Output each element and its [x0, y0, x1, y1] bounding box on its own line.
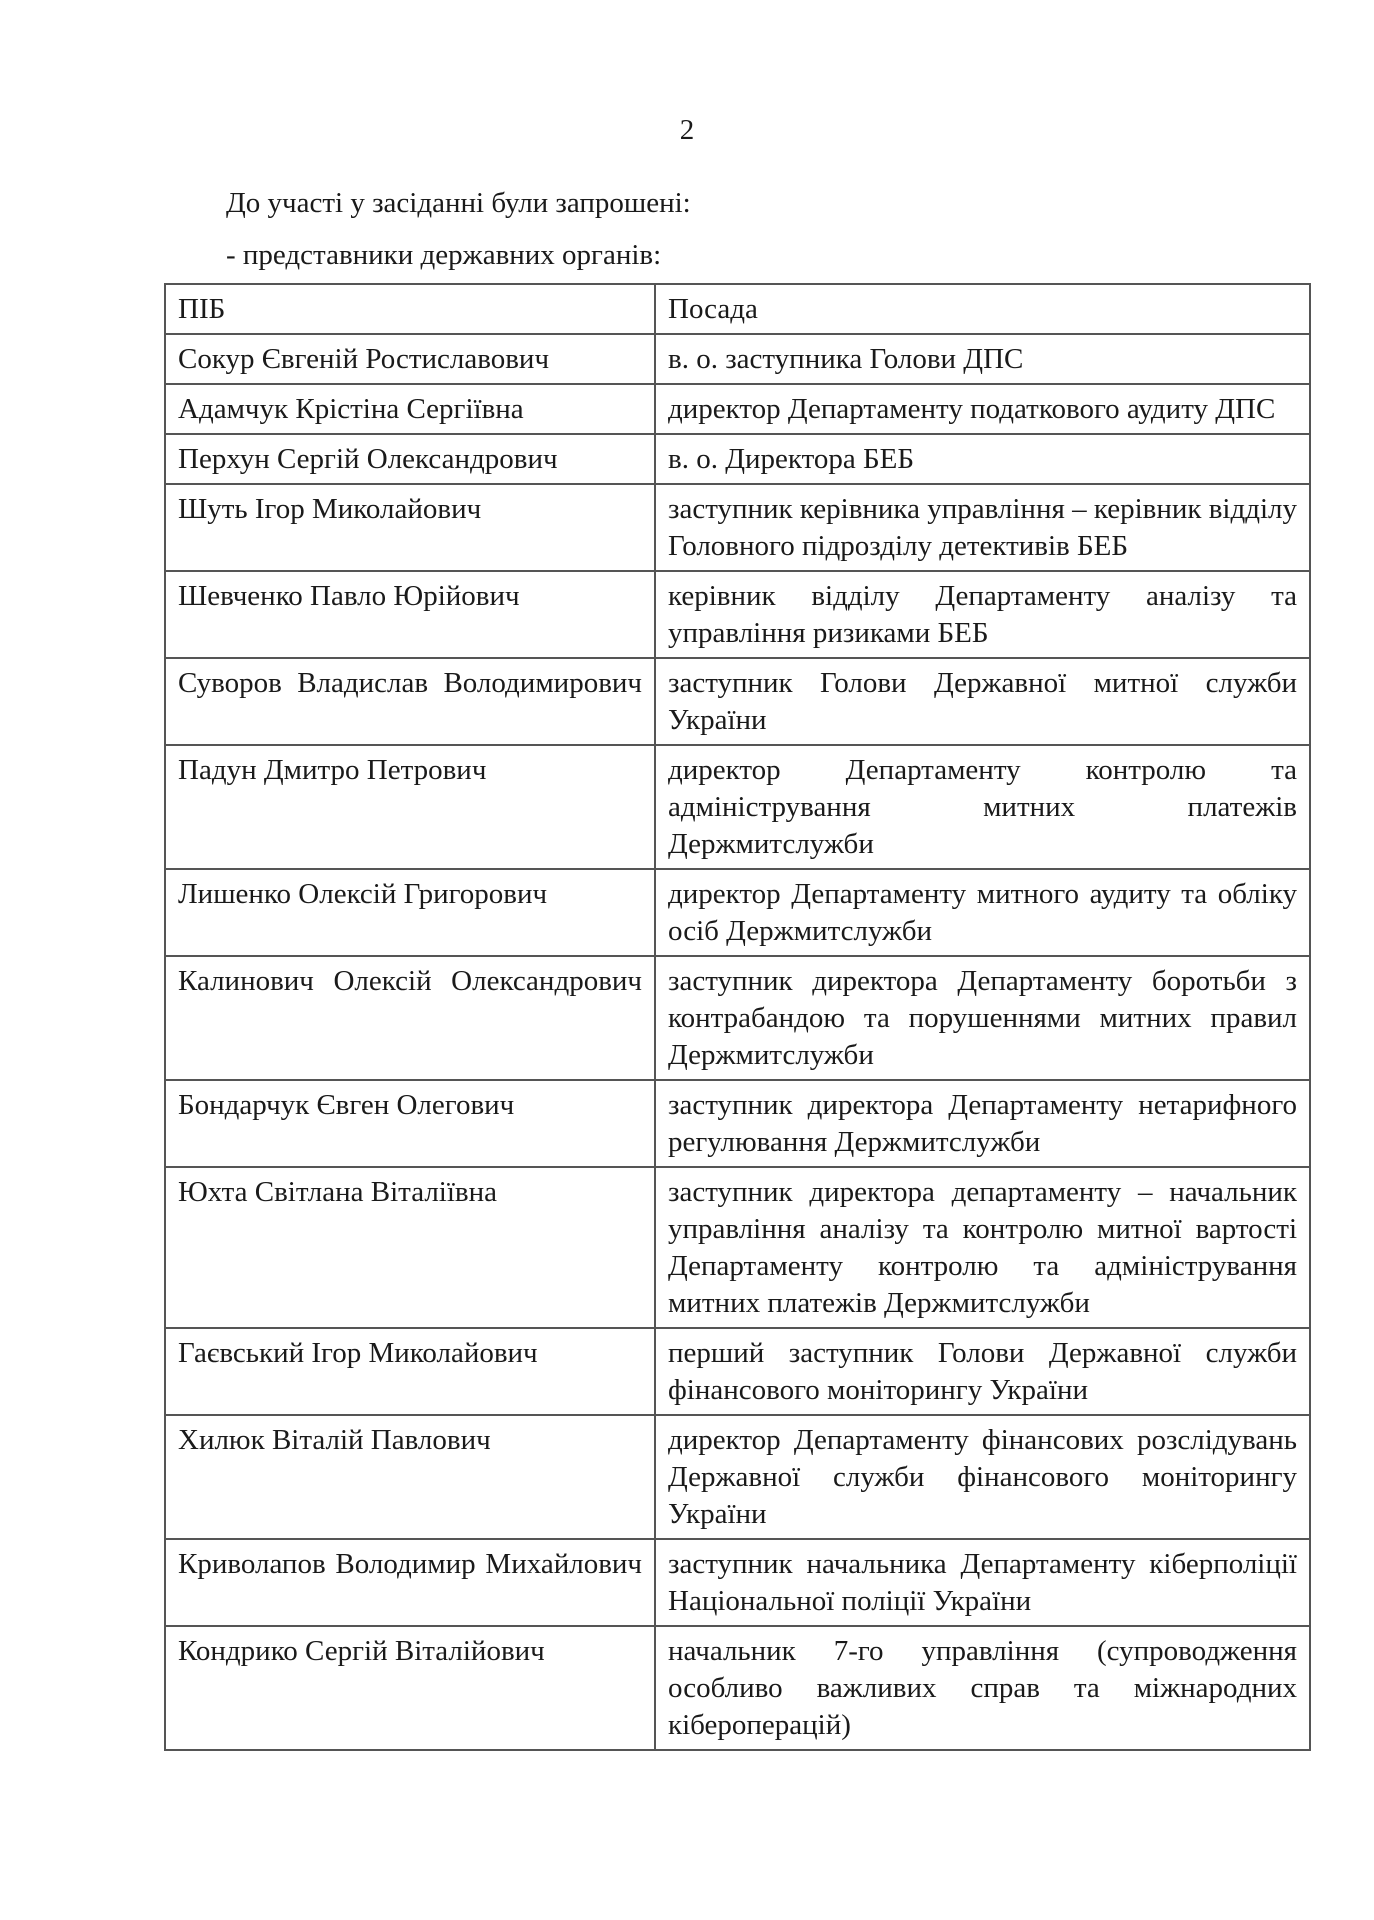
name-cell: Сокур Євгеній Ростиславович [165, 334, 655, 384]
name-cell: Бондарчук Євген Олегович [165, 1080, 655, 1167]
name-cell: Падун Дмитро Петрович [165, 745, 655, 869]
position-cell: в. о. заступника Голови ДПС [655, 334, 1310, 384]
table-row [165, 658, 1310, 745]
table-row [165, 1167, 1310, 1328]
name-cell: Адамчук Крістіна Сергіївна [165, 384, 655, 434]
intro-state-bodies-line: - представники державних органів: [226, 239, 662, 271]
page-number: 2 [679, 114, 695, 146]
position-cell: директор Департаменту фінансових розслідувань Державної служби фінансового моніторингу України [655, 1415, 1310, 1539]
position-cell: заступник керівника управління – керівник відділу Головного підрозділу детективів БЕБ [655, 484, 1310, 571]
table-row [165, 1328, 1310, 1415]
name-cell: Кондрико Сергій Віталійович [165, 1626, 655, 1750]
table-row [165, 334, 1310, 384]
table-row [165, 1080, 1310, 1167]
table-row [165, 869, 1310, 956]
position-cell: керівник відділу Департаменту аналізу та управління ризиками БЕБ [655, 571, 1310, 658]
position-cell: директор Департаменту податкового аудиту ДПС [655, 384, 1310, 434]
position-cell: директор Департаменту контролю та адміністрування митних платежів Держмитслужби [655, 745, 1310, 869]
position-cell: заступник директора Департаменту боротьби з контрабандою та порушеннями митних правил Держмитслужби [655, 956, 1310, 1080]
position-cell: заступник начальника Департаменту кіберполіції Національної поліції України [655, 1539, 1310, 1626]
position-cell: заступник директора Департаменту нетарифного регулювання Держмитслужби [655, 1080, 1310, 1167]
name-cell: Юхта Світлана Віталіївна [165, 1167, 655, 1328]
table-row [165, 484, 1310, 571]
position-cell: директор Департаменту митного аудиту та обліку осіб Держмитслужби [655, 869, 1310, 956]
position-cell: в. о. Директора БЕБ [655, 434, 1310, 484]
name-cell: Лишенко Олексій Григорович [165, 869, 655, 956]
table-header-row [165, 284, 1310, 334]
name-cell: Гаєвський Ігор Миколайович [165, 1328, 655, 1415]
position-cell: заступник директора департаменту – начальник управління аналізу та контролю митної вартості Департаменту контролю та адміністрування митних платежів Держмитслужби [655, 1167, 1310, 1328]
position-cell: начальник 7-го управління (супроводження особливо важливих справ та міжнародних кібероперацій) [655, 1626, 1310, 1750]
name-cell: Перхун Сергій Олександрович [165, 434, 655, 484]
name-cell: Шуть Ігор Миколайович [165, 484, 655, 571]
position-cell: заступник Голови Державної митної служби України [655, 658, 1310, 745]
table-row [165, 571, 1310, 658]
table-row [165, 1415, 1310, 1539]
officials-table [164, 283, 1311, 1751]
table-row [165, 956, 1310, 1080]
name-cell: Калинович Олексій Олександрович [165, 956, 655, 1080]
name-cell: Хилюк Віталій Павлович [165, 1415, 655, 1539]
table-row [165, 384, 1310, 434]
table-row [165, 1539, 1310, 1626]
table-row [165, 434, 1310, 484]
column-header-name: ПІБ [165, 284, 655, 334]
name-cell: Суворов Владислав Володимирович [165, 658, 655, 745]
table-row [165, 745, 1310, 869]
position-cell: перший заступник Голови Державної служби фінансового моніторингу України [655, 1328, 1310, 1415]
name-cell: Шевченко Павло Юрійович [165, 571, 655, 658]
table-row [165, 1626, 1310, 1750]
column-header-position: Посада [655, 284, 1310, 334]
name-cell: Криволапов Володимир Михайлович [165, 1539, 655, 1626]
intro-invited-line: До участі у засіданні були запрошені: [226, 187, 691, 219]
